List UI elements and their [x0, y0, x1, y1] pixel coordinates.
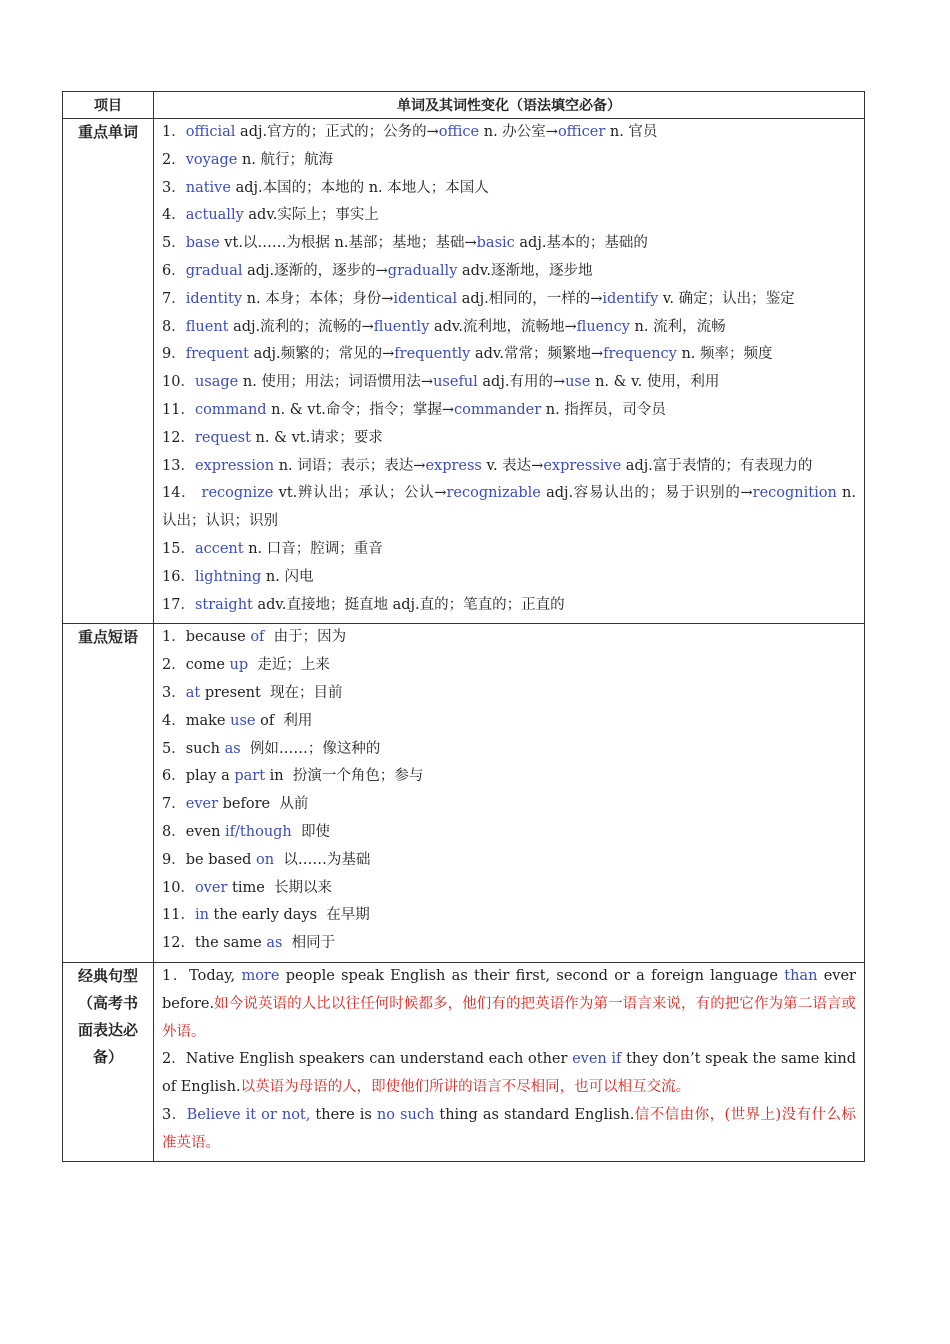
body-text: 例如……；像这种的	[240, 740, 381, 757]
keyword-text: than	[784, 967, 818, 984]
keyword-text: official	[185, 124, 236, 140]
keyword-text: command	[194, 401, 267, 418]
body-text: adj.相同的，一样的→	[457, 290, 603, 307]
body-text: 11．	[162, 907, 195, 924]
keyword-text: frequency	[603, 346, 677, 363]
body-text: 16．	[162, 568, 195, 585]
phrase-item	[162, 902, 856, 930]
keyword-text: on	[256, 851, 275, 868]
word-item	[162, 564, 856, 592]
body-text: adv.常常；频繁地→	[470, 346, 604, 363]
body-text: 3．	[162, 179, 186, 196]
body-text: thing as standard English.	[434, 1106, 635, 1123]
body-text: adj.官方的；正式的；公务的→	[235, 124, 439, 140]
word-item	[162, 480, 861, 536]
word-item	[162, 397, 856, 425]
keyword-text: actually	[185, 207, 244, 224]
header-words: 单词及其词性变化（语法填空必备）	[154, 92, 865, 119]
sentence-item	[162, 963, 861, 1046]
body-text: 2．	[162, 151, 186, 168]
word-item	[162, 536, 856, 564]
body-text: 17．	[162, 596, 195, 613]
keyword-text: office	[438, 124, 480, 140]
section-content	[154, 624, 865, 963]
keyword-text: recognize	[201, 485, 274, 502]
section-row-sentences	[63, 962, 865, 1162]
keyword-text: gradually	[387, 262, 458, 279]
body-text: 6．	[162, 262, 186, 279]
keyword-text: native	[185, 179, 231, 196]
keyword-text: at	[185, 684, 201, 701]
keyword-text: base	[185, 235, 220, 252]
body-text: v. 表达→	[481, 457, 544, 474]
body-text: n. 词语；表示；表达→	[274, 457, 426, 474]
keyword-text: identify	[602, 290, 659, 307]
keyword-text: voyage	[185, 151, 238, 168]
body-text: 12．the same	[162, 935, 267, 952]
body-text: 1．because	[162, 629, 251, 646]
keyword-text: no such	[376, 1106, 435, 1123]
body-text: adj.本国的；本地的 n. 本地人；本国人	[230, 179, 489, 196]
phrase-item	[162, 819, 856, 847]
body-text: n. & vt.命令；指令；掌握→	[266, 401, 455, 418]
body-text: 8．even	[162, 823, 226, 840]
body-text: adj.容易认出的；易于识别的→	[540, 485, 753, 502]
vocabulary-table	[62, 91, 865, 1162]
translation-text: 以英语为母语的人，即使他们所讲的语言不尽相同，也可以相互交流。	[240, 1079, 691, 1096]
phrase-item	[162, 708, 856, 736]
keyword-text: gradual	[185, 262, 243, 279]
body-text: 13．	[162, 457, 195, 474]
body-text: 1．	[162, 124, 186, 140]
body-text: present 现在；目前	[200, 684, 343, 701]
word-item	[162, 369, 856, 397]
keyword-text: use	[565, 374, 591, 391]
section-content	[154, 962, 865, 1162]
keyword-text: recognition	[752, 485, 837, 502]
category-label: 经典句型（高考书面表达必备）	[63, 962, 154, 1162]
keyword-text: use	[230, 712, 256, 729]
body-text: people speak English as their first, second or a foreign language	[279, 967, 785, 984]
section-content	[154, 119, 865, 624]
body-text: 由于；因为	[264, 629, 347, 646]
body-text: there is	[310, 1106, 377, 1123]
keyword-text: expression	[194, 457, 275, 474]
body-text: v. 确定；认出；鉴定	[658, 290, 795, 307]
body-text: 14．	[162, 485, 202, 502]
body-text: n. 办公室→	[479, 124, 558, 140]
body-text: 10．	[162, 879, 195, 896]
word-item	[162, 119, 856, 147]
keyword-text: even if	[572, 1051, 622, 1068]
phrase-item	[162, 736, 856, 764]
body-text: n. 口音；腔调；重音	[243, 540, 383, 557]
body-text: of 利用	[255, 712, 313, 729]
phrase-item	[162, 791, 856, 819]
body-text: 9．be based	[162, 851, 257, 868]
keyword-text: straight	[194, 596, 253, 613]
body-text: 2．come	[162, 657, 230, 674]
body-text: 11．	[162, 401, 195, 418]
phrase-item	[162, 930, 856, 958]
body-text: ever before.	[162, 967, 861, 1012]
sentence-item	[162, 1046, 861, 1102]
body-text: 1．Today,	[162, 967, 242, 984]
body-text: 6．play a	[162, 768, 235, 785]
body-text: vt.以……为根据 n.基部；基地；基础→	[219, 235, 477, 252]
keyword-text: fluency	[576, 318, 630, 335]
keyword-text: identity	[185, 290, 243, 307]
word-item	[162, 341, 856, 369]
header-item: 项目	[63, 92, 154, 119]
word-item	[162, 425, 856, 453]
keyword-text: accent	[194, 540, 244, 557]
word-item	[162, 453, 856, 481]
body-text: 8．	[162, 318, 186, 335]
body-text: 走近；上来	[248, 657, 330, 674]
keyword-text: identical	[393, 290, 458, 307]
keyword-text: frequent	[185, 346, 249, 363]
body-text: n. 频率；频度	[676, 346, 773, 363]
keyword-text: more	[241, 967, 280, 984]
keyword-text: expressive	[543, 457, 622, 474]
body-text: n. 流利，流畅	[629, 318, 726, 335]
keyword-text: as	[266, 935, 283, 952]
body-text: adj.流利的；流畅的→	[228, 318, 374, 335]
keyword-text: of	[250, 629, 265, 646]
translation-text: 信不信由你，(世界上)没有什么标准英语。	[162, 1106, 856, 1151]
header-row	[63, 92, 865, 119]
body-text: 5．such	[162, 740, 225, 757]
body-text: 7．	[162, 290, 186, 307]
body-text: adj.富于表情的；有表现力的	[621, 457, 813, 474]
keyword-text: up	[229, 657, 249, 674]
body-text: 5．	[162, 235, 186, 252]
body-text: adv.流利地，流畅地→	[429, 318, 577, 335]
body-text: 相同于	[282, 935, 336, 952]
keyword-text: ever	[185, 796, 219, 813]
word-item	[162, 314, 856, 342]
keyword-text: as	[224, 740, 241, 757]
body-text: 10．	[162, 374, 195, 391]
body-text: n. 本身；本体；身份→	[242, 290, 394, 307]
body-text: 15．	[162, 540, 195, 557]
keyword-text: express	[425, 457, 482, 474]
category-label: 重点单词	[63, 119, 154, 624]
body-text: 2．Native English speakers can understand each other	[162, 1051, 573, 1068]
keyword-text: in	[194, 907, 209, 924]
body-text: they don’t speak the same kind of English.	[162, 1051, 861, 1096]
body-text: 3．	[162, 684, 186, 701]
keyword-text: commander	[454, 401, 542, 418]
body-text: n. & vt.请求；要求	[250, 429, 383, 446]
keyword-text: request	[194, 429, 251, 446]
keyword-text: usage	[194, 374, 239, 391]
body-text: adj.有用的→	[477, 374, 566, 391]
body-text: 4．	[162, 207, 186, 224]
keyword-text: recognizable	[446, 485, 541, 502]
keyword-text: over	[194, 879, 228, 896]
word-item	[162, 175, 856, 203]
keyword-text: lightning	[194, 568, 262, 585]
body-text: n. 认出；认识；识别	[162, 485, 861, 530]
word-item	[162, 230, 856, 258]
body-text: adj.基本的；基础的	[514, 235, 648, 252]
word-item	[162, 147, 856, 175]
body-text: vt.辨认出；承认；公认→	[273, 485, 447, 502]
body-text: adv.直接地；挺直地 adj.直的；笔直的；正直的	[252, 596, 565, 613]
body-text: n. & v. 使用，利用	[590, 374, 720, 391]
body-text: adv.逐渐地，逐步地	[457, 262, 593, 279]
body-text: n. 闪电	[261, 568, 314, 585]
body-text: n. 使用；用法；词语惯用法→	[238, 374, 434, 391]
body-text: before 从前	[218, 796, 309, 813]
body-text: 7．	[162, 796, 186, 813]
body-text: time 长期以来	[227, 879, 333, 896]
section-row-words	[63, 119, 865, 624]
keyword-text: basic	[476, 235, 515, 252]
body-text: 4．make	[162, 712, 231, 729]
body-text: adj.逐渐的，逐步的→	[242, 262, 388, 279]
keyword-text: Believe it or not,	[186, 1106, 311, 1123]
phrase-item	[162, 875, 856, 903]
sentence-item	[162, 1102, 856, 1158]
body-text: 即使	[291, 823, 330, 840]
keyword-text: if/though	[225, 823, 292, 840]
body-text: 以……为基础	[274, 851, 371, 868]
word-item	[162, 592, 856, 620]
body-text: 12．	[162, 429, 195, 446]
phrase-item	[162, 652, 856, 680]
body-text: n. 指挥员，司令员	[541, 401, 666, 418]
body-text: 3．	[162, 1106, 187, 1123]
body-text: n. 官员	[605, 124, 658, 140]
phrase-item	[162, 680, 856, 708]
body-text: adv.实际上；事实上	[243, 207, 379, 224]
body-text: n. 航行；航海	[237, 151, 334, 168]
word-item	[162, 202, 856, 230]
keyword-text: fluently	[373, 318, 430, 335]
word-item	[162, 258, 856, 286]
body-text: adj.频繁的；常见的→	[248, 346, 395, 363]
section-row-phrases	[63, 624, 865, 963]
phrase-item	[162, 763, 856, 791]
word-item	[162, 286, 856, 314]
body-text: the early days 在早期	[208, 907, 370, 924]
keyword-text: part	[234, 768, 266, 785]
body-text: 9．	[162, 346, 186, 363]
translation-text: 如今说英语的人比以往任何时候都多，他们有的把英语作为第一语言来说，有的把它作为第二语言或外语。	[162, 995, 856, 1040]
keyword-text: frequently	[394, 346, 471, 363]
category-label: 重点短语	[63, 624, 154, 963]
phrase-item	[162, 624, 856, 652]
keyword-text: officer	[557, 124, 606, 140]
keyword-text: useful	[433, 374, 478, 391]
phrase-item	[162, 847, 856, 875]
keyword-text: fluent	[185, 318, 229, 335]
body-text: in 扮演一个角色；参与	[265, 768, 424, 785]
